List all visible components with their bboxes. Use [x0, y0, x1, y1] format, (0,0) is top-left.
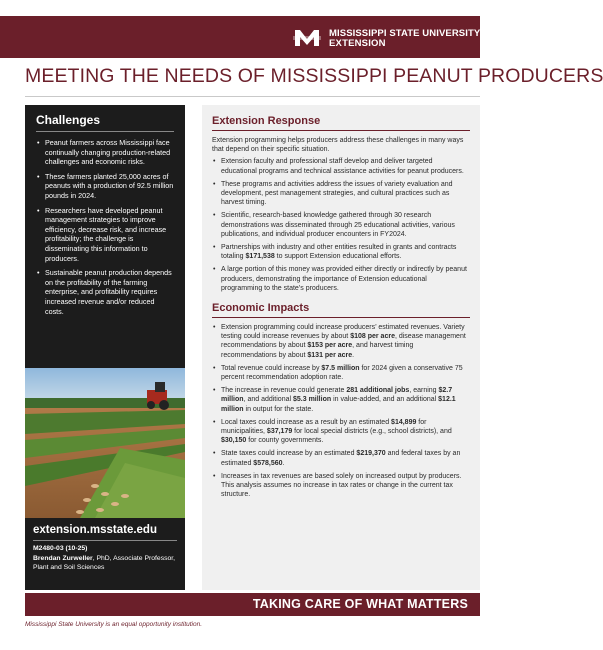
economic-impact-item: • Total revenue could increase by $7.5 million for 2024 given a conservative 75 percent recommendation adoption rate.: [212, 364, 470, 382]
challenges-list: [36, 138, 174, 316]
extension-response-item: • These programs and activities address the issues of variety evaluation and development, pest management strategies, and cultural practices such as harvest timing.: [212, 180, 470, 208]
challenge-item: • These farmers planted 25,000 acres of peanuts with a production of 92.5 million pounds in 2024.: [36, 172, 174, 201]
economic-impacts-heading: Economic Impacts: [212, 302, 470, 318]
extension-response-list: [212, 157, 470, 293]
extension-url-link[interactable]: extension.msstate.edu: [33, 524, 177, 541]
challenge-item: • Peanut farmers across Mississippi face continually changing production-related challenges and economic risks.: [36, 138, 174, 167]
publication-number: M2480-03 (10-25): [33, 545, 88, 552]
economic-impact-item: • Extension programming could increase producers’ estimated revenues. Variety testing could increase revenues by about $108 per acre, disease management recommendations by about $153 per acre, and harvest timing recommendations by about $131 per acre.: [212, 323, 470, 360]
extension-response-intro: Extension programming helps producers address these challenges in many ways that depend on their specific situation.: [212, 137, 464, 154]
trademark-mark: TM: [480, 28, 488, 34]
challenge-item: • Sustainable peanut production depends on the profitability of the farming enterprise, and profitability requires increased revenue and/or reduced costs.: [36, 268, 174, 316]
challenges-heading: Challenges: [36, 113, 174, 132]
extension-unit-name: EXTENSION: [329, 38, 386, 50]
author-credit: [33, 555, 177, 572]
economic-impact-item: • Local taxes could increase as a result by an estimated $14,899 for municipalities, $37,179 for local special districts (e.g., school districts), and $30,150 for county governments.: [212, 418, 470, 446]
tagline-bar: [25, 593, 480, 616]
extension-response-item: • A large portion of this money was provided either directly or indirectly by peanut producers, demonstrating the importance of Extension educational programming to the state’s producers.: [212, 265, 470, 293]
author-name: Brendan Zurweller: [33, 555, 93, 562]
extension-response-heading: Extension Response: [212, 115, 470, 131]
peanut-field-photo: [25, 368, 185, 518]
author-title: , PhD, Associate Professor, Plant and Soil Sciences: [33, 555, 176, 571]
economic-impact-item: • State taxes could increase by an estimated $219,370 and federal taxes by an estimated $578,560.: [212, 449, 470, 467]
challenges-panel: [25, 105, 185, 368]
economic-impact-item: • Increases in tax revenues are based solely on increased output by producers. This analysis assumes no increase in tax rates or change in the current tax structure.: [212, 472, 470, 500]
tagline: TAKING CARE OF WHAT MATTERS: [252, 597, 468, 611]
challenge-item: • Researchers have developed peanut management strategies to improve efficiency, decrease risk, and increase profitability; the challenge is disseminating this information to producers.: [36, 206, 174, 264]
msu-extension-wordmark: [329, 26, 488, 49]
economic-impacts-list: [212, 323, 470, 499]
publication-info: [25, 518, 185, 590]
university-name: MISSISSIPPI STATE UNIVERSITY: [329, 28, 481, 40]
extension-response-item: • Extension faculty and professional staff develop and deliver targeted educational programs and technical assistance activities for peanut producers.: [212, 157, 470, 175]
main-content-panel: [202, 105, 480, 590]
extension-response-item: • Scientific, research-based knowledge gathered through 30 research demonstrations was disseminated through 25 educational activities, various publications, and individual producer encounters in FY2024.: [212, 211, 470, 239]
title-divider: [25, 96, 480, 97]
economic-impact-item: • The increase in revenue could generate 281 additional jobs, earning $2.7 million, and additional $5.3 million in value-added, and an additional $12.1 million in output for the state.: [212, 386, 470, 414]
extension-response-item: • Partnerships with industry and other entities resulted in grants and contracts totaling $171,538 to support Extension educational efforts.: [212, 243, 470, 261]
msu-logo-icon: [292, 27, 322, 49]
eeo-statement: Mississippi State University is an equal opportunity institution.: [25, 621, 203, 628]
page-title: MEETING THE NEEDS OF MISSISSIPPI PEANUT PRODUCERS: [25, 65, 603, 87]
